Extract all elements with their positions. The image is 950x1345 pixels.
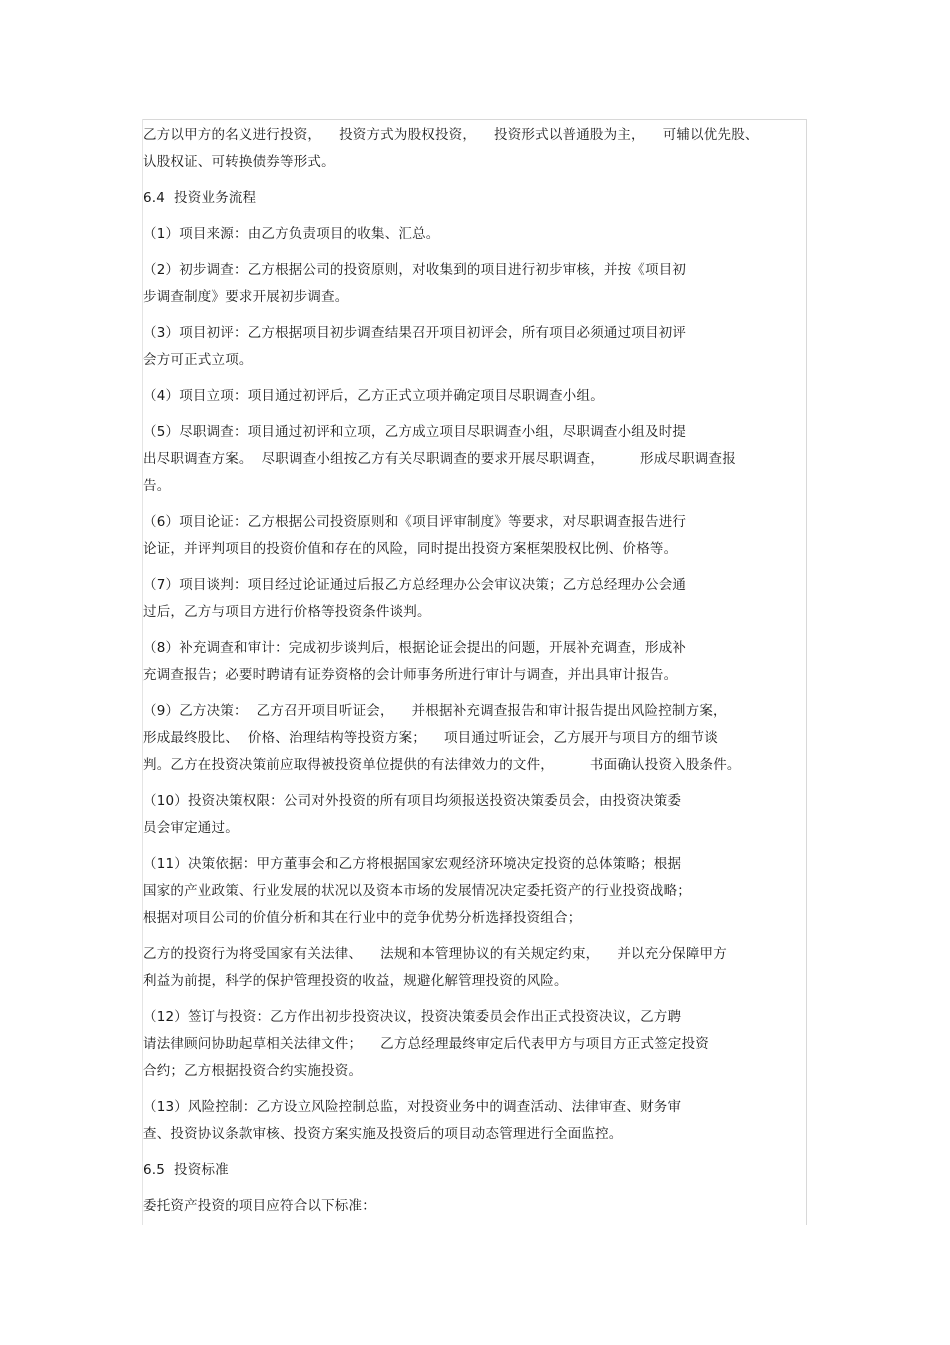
paragraph	[143, 1094, 803, 1148]
text-line: 过后，乙方与项目方进行价格等投资条件谈判。	[143, 604, 431, 620]
paragraph	[143, 419, 803, 500]
paragraph	[143, 572, 803, 626]
text-line: （3）项目初评：乙方根据项目初步调查结果召开项目初评会，所有项目必须通过项目初评	[143, 325, 687, 341]
paragraph	[143, 1004, 803, 1085]
page-border-top	[142, 119, 807, 120]
text-line: 国家的产业政策、行业发展的状况以及资本市场的发展情况决定委托资产的行业投资战略；	[143, 883, 691, 899]
paragraph	[143, 1193, 803, 1220]
text-line: 乙方以甲方的名义进行投资， 投资方式为股权投资， 投资形式以普通股为主， 可辅以优先股、	[143, 127, 759, 143]
text-line: 认股权证、可转换债券等形式。	[143, 154, 335, 170]
paragraph	[143, 851, 803, 932]
text-line: 判。乙方在投资决策前应取得被投资单位提供的有法律效力的文件， 书面确认投资入股条件。	[143, 757, 741, 773]
text-line: （11）决策依据：甲方董事会和乙方将根据国家宏观经济环境决定投资的总体策略；根据	[143, 856, 682, 872]
paragraph	[143, 383, 803, 410]
paragraph	[143, 941, 803, 995]
text-line: 请法律顾问协助起草相关法律文件； 乙方总经理最终审定后代表甲方与项目方正式签定投资	[143, 1036, 709, 1052]
text-line: 乙方的投资行为将受国家有关法律、 法规和本管理协议的有关规定约束， 并以充分保障甲方	[143, 946, 727, 962]
paragraph	[143, 1157, 803, 1184]
text-line: 出尽职调查方案。 尽职调查小组按乙方有关尽职调查的要求开展尽职调查， 形成尽职调查报	[143, 451, 736, 467]
text-line: 6.5 投资标准	[143, 1162, 229, 1178]
text-line: （5）尽职调查：项目通过初评和立项，乙方成立项目尽职调查小组，尽职调查小组及时提	[143, 424, 687, 440]
text-line: 充调查报告；必要时聘请有证券资格的会计师事务所进行审计与调查，并出具审计报告。	[143, 667, 678, 683]
paragraph	[143, 698, 803, 779]
text-line: 论证，并评判项目的投资价值和存在的风险，同时提出投资方案框架股权比例、价格等。	[143, 541, 678, 557]
text-line: （9）乙方决策： 乙方召开项目听证会， 并根据补充调查报告和审计报告提出风险控制方案，	[143, 703, 727, 719]
text-line: 告。	[143, 478, 171, 494]
text-line: （8）补充调查和审计：完成初步谈判后，根据论证会提出的问题，开展补充调查，形成补	[143, 640, 687, 656]
text-line: 委托资产投资的项目应符合以下标准：	[143, 1198, 376, 1214]
document-body	[143, 122, 803, 1229]
paragraph	[143, 257, 803, 311]
text-line: （13）风险控制：乙方设立风险控制总监，对投资业务中的调查活动、法律审查、财务审	[143, 1099, 682, 1115]
text-line: 合约；乙方根据投资合约实施投资。	[143, 1063, 363, 1079]
text-line: （4）项目立项：项目通过初评后，乙方正式立项并确定项目尽职调查小组。	[143, 388, 604, 404]
text-line: 步调查制度》要求开展初步调查。	[143, 289, 349, 305]
text-line: 利益为前提，科学的保护管理投资的收益，规避化解管理投资的风险。	[143, 973, 568, 989]
paragraph	[143, 320, 803, 374]
text-line: 查、投资协议条款审核、投资方案实施及投资后的项目动态管理进行全面监控。	[143, 1126, 623, 1142]
text-line: 6.4 投资业务流程	[143, 190, 257, 206]
text-line: （12）签订与投资：乙方作出初步投资决议，投资决策委员会作出正式投资决议，乙方聘	[143, 1009, 682, 1025]
page-border-right	[806, 119, 807, 1225]
paragraph	[143, 509, 803, 563]
text-line: （7）项目谈判：项目经过论证通过后报乙方总经理办公会审议决策；乙方总经理办公会通	[143, 577, 687, 593]
paragraph	[143, 122, 803, 176]
text-line: 形成最终股比、 价格、治理结构等投资方案； 项目通过听证会，乙方展开与项目方的细节谈	[143, 730, 718, 746]
paragraph	[143, 788, 803, 842]
text-line: 员会审定通过。	[143, 820, 239, 836]
text-line: 会方可正式立项。	[143, 352, 253, 368]
text-line: （6）项目论证：乙方根据公司投资原则和《项目评审制度》等要求，对尽职调查报告进行	[143, 514, 687, 530]
text-line: 根据对项目公司的价值分析和其在行业中的竞争优势分析选择投资组合；	[143, 910, 582, 926]
text-line: （2）初步调查：乙方根据公司的投资原则，对收集到的项目进行初步审核，并按《项目初	[143, 262, 687, 278]
paragraph	[143, 221, 803, 248]
text-line: （10）投资决策权限：公司对外投资的所有项目均须报送投资决策委员会，由投资决策委	[143, 793, 682, 809]
text-line: （1）项目来源：由乙方负责项目的收集、汇总。	[143, 226, 440, 242]
paragraph	[143, 185, 803, 212]
paragraph	[143, 635, 803, 689]
